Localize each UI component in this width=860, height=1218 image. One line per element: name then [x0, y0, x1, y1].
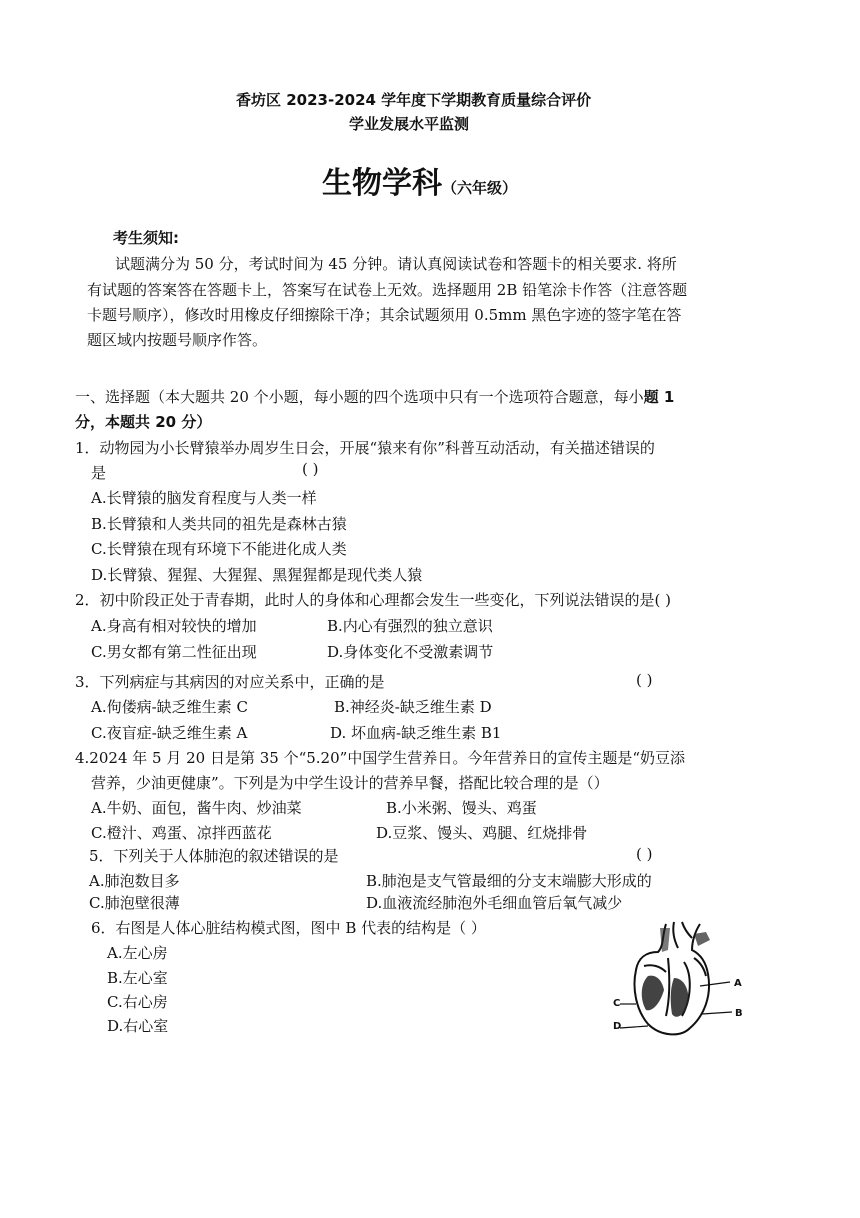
- exam-title-line1: 香坊区 2023-2024 学年度下学期教育质量综合评价: [236, 91, 592, 109]
- q3-option-b: B.神经炎-缺乏维生素 D: [334, 698, 492, 716]
- q5-answer-paren: ( ): [636, 845, 653, 863]
- q1-option-d: D.长臂猿、猩猩、大猩猩、黑猩猩都是现代类人猿: [91, 566, 423, 584]
- notice-line-1: 试题满分为 50 分，考试时间为 45 分钟。请认真阅读试卷和答题卡的相关要求. 将所: [115, 255, 677, 273]
- section-heading-bold: 题 1: [643, 388, 675, 406]
- q3-option-a: A.佝偻病-缺乏维生素 C: [91, 698, 248, 716]
- heart-label-d: D: [613, 1021, 622, 1032]
- heart-label-c: C: [613, 998, 621, 1009]
- q2-stem: 2．初中阶段正处于青春期，此时人的身体和心理都会发生一些变化，下列说法错误的是( ): [75, 591, 672, 609]
- q1-stem-line2: 是: [91, 464, 107, 482]
- q3-stem: 3．下列病症与其病因的对应关系中，正确的是: [75, 673, 385, 691]
- q6-option-b: B.左心室: [107, 969, 168, 987]
- q4-option-a: A.牛奶、面包，酱牛肉、炒油菜: [91, 799, 302, 817]
- notice-line-2: 有试题的答案答在答题卡上，答案写在试卷上无效。选择题用 2B 铅笔涂卡作答（注意答题: [87, 281, 688, 299]
- q5-option-b: B.肺泡是支气管最细的分支末端膨大形成的: [366, 872, 652, 890]
- subject-title: [322, 158, 517, 202]
- q4-option-b: B.小米粥、馒头、鸡蛋: [386, 799, 537, 817]
- q3-option-d: D. 坏血病-缺乏维生素 B1: [330, 724, 502, 742]
- q6-option-c: C.右心房: [107, 993, 168, 1011]
- q6-option-d: D.右心室: [107, 1017, 169, 1035]
- notice-line-3: 卡题号顺序），修改时用橡皮仔细擦除干净；其余试题须用 0.5mm 黑色字迹的签字笔在答: [87, 306, 682, 324]
- q3-answer-paren: ( ): [636, 671, 653, 689]
- q5-stem: 5．下列关于人体肺泡的叙述错误的是: [89, 847, 339, 865]
- q2-option-d: D.身体变化不受激素调节: [327, 643, 494, 661]
- q5-option-c: C.肺泡壁很薄: [89, 894, 180, 912]
- q2-option-b: B.内心有强烈的独立意识: [327, 617, 493, 635]
- section-heading-text: 一、选择题（本大题共 20 个小题，每小题的四个选项中只有一个选项符合题意，每小: [75, 388, 644, 406]
- notice-title: 考生须知:: [113, 229, 179, 247]
- q4-stem-line2: 营养，少油更健康”。下列是为中学生设计的营养早餐，搭配比较合理的是（）: [91, 774, 609, 792]
- q4-stem-line1: 4.2024 年 5 月 20 日是第 35 个“5.20”中国学生营养日。今年营养日的宣传主题是“奶豆添: [75, 749, 685, 767]
- q5-option-d: D.血液流经肺泡外毛细血管后氧气减少: [366, 894, 623, 912]
- q1-option-a: A.长臂猿的脑发育程度与人类一样: [91, 489, 317, 507]
- exam-title-line2: 学业发展水平监测: [349, 115, 470, 133]
- q1-answer-paren: ( ): [302, 460, 319, 478]
- q6-option-a: A.左心房: [107, 944, 168, 962]
- q5-option-a: A.肺泡数目多: [89, 872, 180, 890]
- q3-option-c: C.夜盲症-缺乏维生素 A: [91, 724, 248, 742]
- section-heading-line2: 分，本题共 20 分）: [75, 413, 212, 431]
- q2-option-c: C.男女都有第二性征出现: [91, 643, 257, 661]
- q4-option-c: C.橙汁、鸡蛋、凉拌西蓝花: [91, 824, 272, 842]
- q1-stem-line1: 1．动物园为小长臂猿举办周岁生日会，开展“猿来有你”科普互动活动，有关描述错误的: [75, 439, 655, 457]
- q1-option-c: C.长臂猿在现有环境下不能进化成人类: [91, 540, 347, 558]
- heart-label-a: A: [734, 978, 742, 989]
- heart-label-b: B: [735, 1008, 743, 1019]
- subject-name: 生物学科: [322, 166, 442, 201]
- section-heading-line1: [75, 386, 674, 407]
- q1-option-b: B.长臂猿和人类共同的祖先是森林古猿: [91, 515, 347, 533]
- q2-option-a: A.身高有相对较快的增加: [91, 617, 257, 635]
- notice-line-4: 题区域内按题号顺序作答。: [87, 331, 268, 349]
- q4-option-d: D.豆浆、馒头、鸡腿、红烧排骨: [376, 824, 588, 842]
- heart-diagram: [608, 918, 748, 1040]
- q6-stem: 6．右图是人体心脏结构模式图，图中 B 代表的结构是（ ）: [91, 919, 486, 937]
- grade-label: （六年级）: [442, 179, 518, 197]
